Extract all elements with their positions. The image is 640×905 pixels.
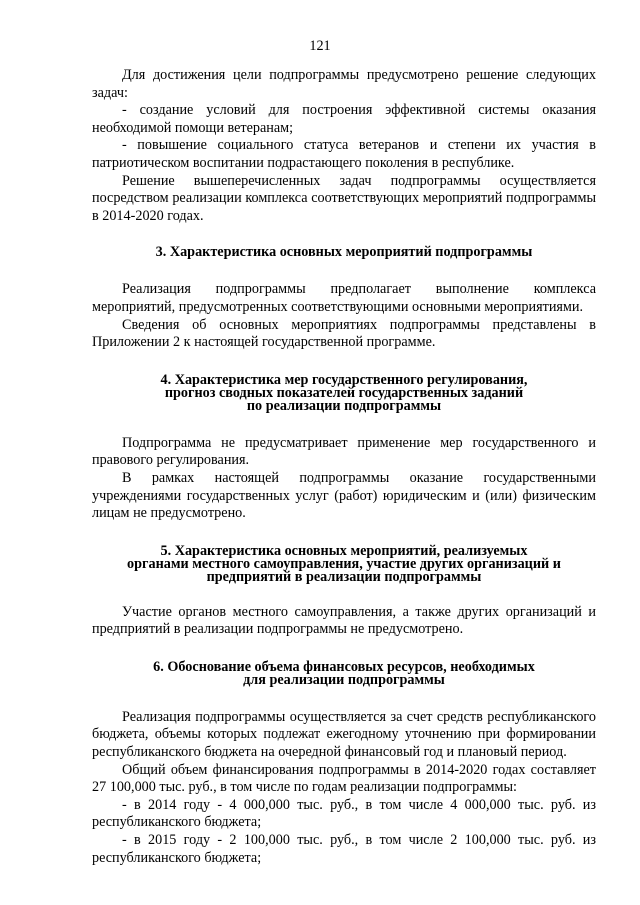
section-5-heading-line-1: 5. Характеристика основных мероприятий, реализуемых [160, 542, 528, 559]
section-4-paragraph-2: В рамках настоящей подпрограммы оказание государственными учреждениями государственных услуг (работ) юридическим и (или) физическим лицам не предусмотрено. [92, 469, 596, 522]
section-4-heading-line-2: прогноз сводных показателей государственных заданий [164, 384, 524, 401]
section-5-paragraph-1: Участие органов местного самоуправления, а также других организаций и предприятий в реализации подпрограммы не предусмотрено. [92, 603, 596, 638]
section-6-paragraph-1: Реализация подпрограммы осуществляется за счет средств республиканского бюджета, объемы которых подлежат ежегодному уточнению при формировании республиканского бюджета на очередной финансовый год и плановый период. [92, 708, 596, 761]
funding-item-2015: - в 2015 году - 2 100,000 тыс. руб., в том числе 2 100,000 тыс. руб. из республиканского бюджета; [92, 832, 596, 866]
section-4-paragraph-1: Подпрограмма не предусматривает применение мер государственного и правового регулирования. [92, 434, 596, 469]
section-3-heading: 3. Характеристика основных мероприятий подпрограммы [155, 244, 533, 261]
intro-paragraph-2: Решение вышеперечисленных задач подпрограммы осуществляется посредством реализации комплекса соответствующих мероприятий подпрограммы в 2014-2020 годах. [92, 172, 596, 224]
section-6-heading-line-2: для реализации подпрограммы [243, 671, 445, 688]
section-3-paragraph-2: Сведения об основных мероприятиях подпрограммы представлены в Приложении 2 к настоящей государственной программе. [92, 316, 596, 351]
section-5-heading [92, 542, 596, 585]
section-6-paragraph-2: Общий объем финансирования подпрограммы в 2014-2020 годах составляет 27 100,000 тыс. руб., в том числе по годам реализации подпрограммы: [92, 761, 596, 796]
section-6-heading [92, 658, 596, 688]
intro-paragraph-1: Для достижения цели подпрограммы предусмотрено решение следующих задач: [92, 67, 596, 101]
intro-list-item-2: - повышение социального статуса ветеранов и степени их участия в патриотическом воспитании подрастающего поколения в республике. [92, 137, 596, 171]
section-3-paragraph-1: Реализация подпрограммы предполагает выполнение комплекса мероприятий, предусмотренных соответствующими основными мероприятиями. [92, 281, 596, 315]
section-5-heading-line-3: предприятий в реализации подпрограммы [206, 568, 482, 585]
page-number: 121 [309, 38, 331, 54]
section-4-heading-line-3: по реализации подпрограммы [246, 397, 442, 414]
intro-list-item-1: - создание условий для построения эффективной системы оказания необходимой помощи ветеранам; [92, 102, 596, 136]
section-6-heading-line-1: 6. Обоснование объема финансовых ресурсов, необходимых [153, 658, 535, 675]
section-5-heading-line-2: органами местного самоуправления, участие других организаций и [127, 555, 561, 572]
section-4-heading-line-1: 4. Характеристика мер государственного регулирования, [160, 371, 528, 388]
page-content [92, 67, 596, 867]
section-4-heading [92, 371, 596, 414]
funding-item-2014: - в 2014 году - 4 000,000 тыс. руб., в том числе 4 000,000 тыс. руб. из республиканского бюджета; [92, 796, 596, 831]
